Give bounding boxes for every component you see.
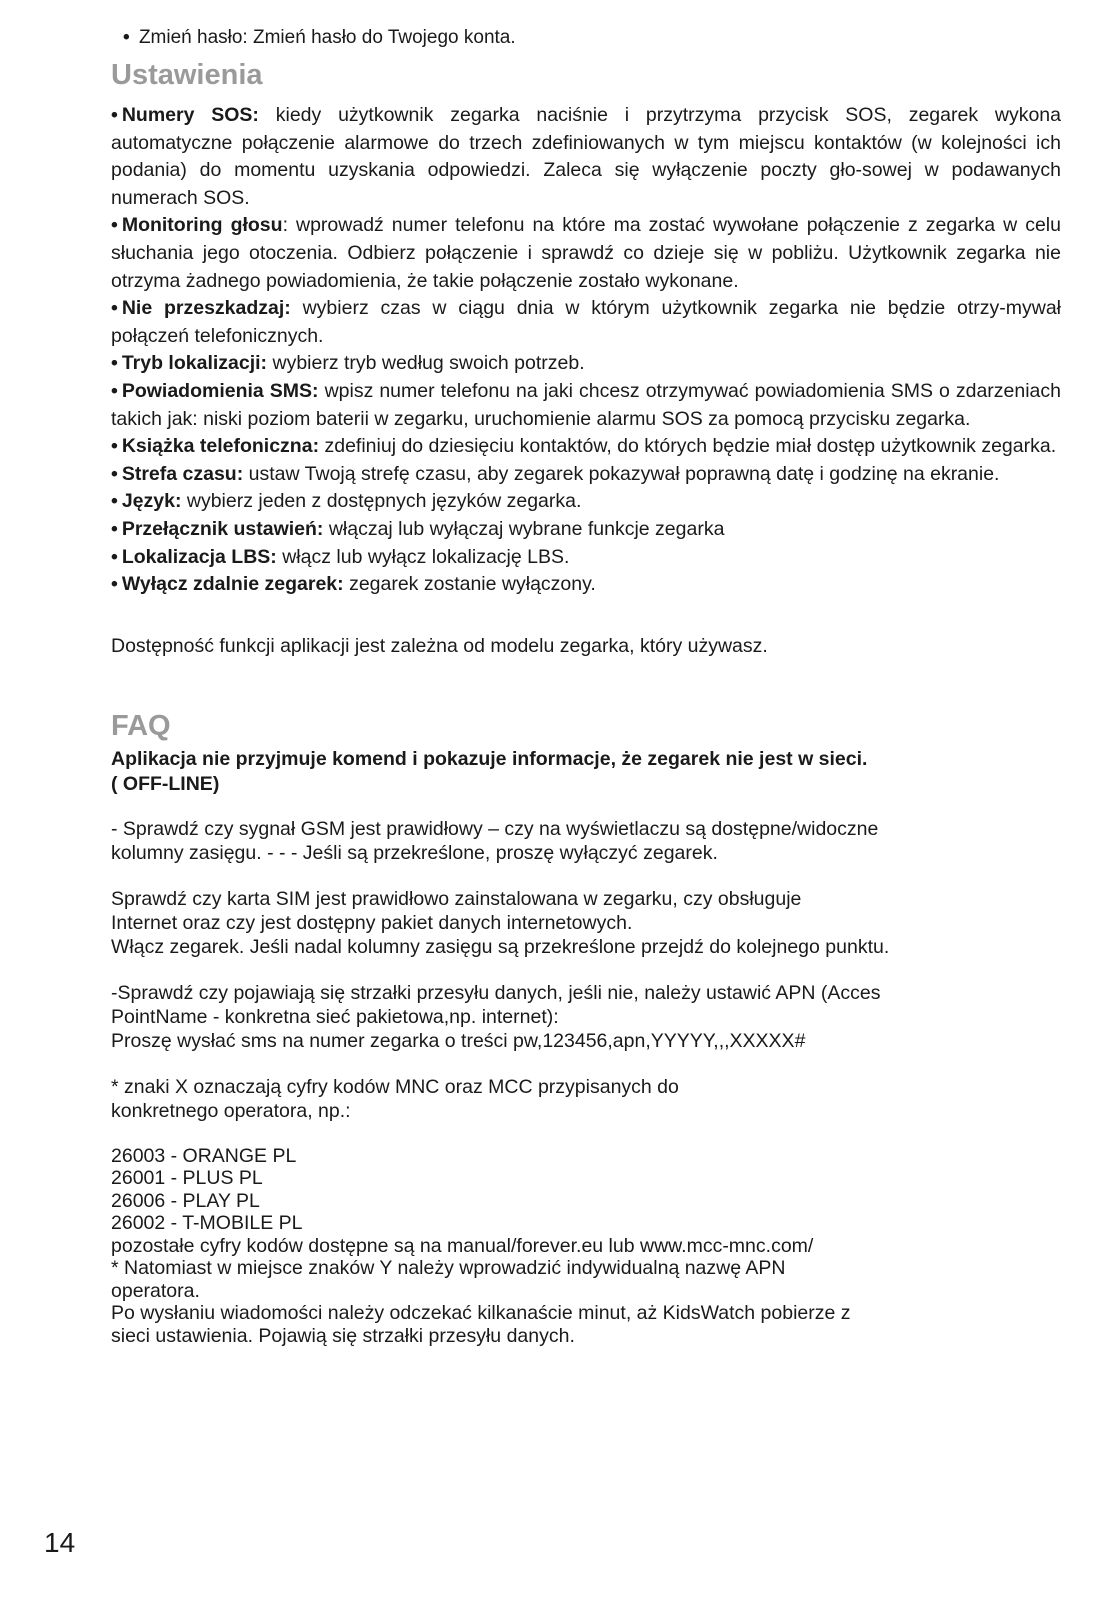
text-line: Internet oraz czy jest dostępny pakiet danych internetowych. <box>111 911 633 934</box>
settings-item-text: zdefiniuj do dziesięciu kontaktów, do których będzie miał dostęp użytkownik zegarka. <box>324 435 1057 458</box>
settings-item-text: ustaw Twoją strefę czasu, aby zegarek pokazywał poprawną datę i godzinę na ekranie. <box>248 462 1000 485</box>
change-password-text: Zmień hasło do Twojego konta. <box>253 27 516 48</box>
text-line: operatora. <box>111 1279 200 1302</box>
text-line: * znaki X oznaczają cyfry kodów MNC oraz MCC przypisanych do <box>111 1075 679 1098</box>
bullet-marker: • <box>111 462 118 485</box>
faq-question <box>111 747 1061 797</box>
settings-item-text: zegarek zostanie wyłączony. <box>349 573 596 596</box>
operator-codes-list <box>111 1145 1061 1235</box>
settings-item-label: Nie przeszkadzaj: <box>121 297 291 320</box>
operator-code-item: 26001 - PLUS PL <box>111 1167 263 1190</box>
bullet-marker: • <box>111 214 118 237</box>
settings-item-label: Lokalizacja LBS: <box>121 545 277 568</box>
operator-code-item: 26002 - T-MOBILE PL <box>111 1212 303 1235</box>
bullet-marker: • <box>123 27 130 48</box>
settings-item-label: Przełącznik ustawień: <box>121 517 324 540</box>
faq-paragraph-mnc-mcc <box>111 1075 1061 1123</box>
settings-item-label: Powiadomienia SMS: <box>121 379 319 402</box>
text-line: Sprawdź czy karta SIM jest prawidłowo zainstalowana w zegarku, czy obsługuje <box>111 887 802 910</box>
text-line: Proszę wysłać sms na numer zegarka o treści pw,123456,apn,YYYYY,,,XXXXX# <box>111 1029 806 1052</box>
settings-item-label: Język: <box>121 490 182 513</box>
settings-item-text: wybierz jeden z dostępnych języków zegarka. <box>186 490 582 513</box>
settings-item-text: włącz lub wyłącz lokalizację LBS. <box>282 545 570 568</box>
settings-item-time-zone <box>111 461 1061 489</box>
faq-closing-text <box>111 1235 1061 1348</box>
change-password-item <box>123 26 1061 50</box>
settings-item-label: Monitoring głosu <box>121 214 283 237</box>
settings-item-voice-monitoring <box>111 212 1061 295</box>
faq-question-line: ( OFF-LINE) <box>111 772 220 795</box>
faq-heading: FAQ <box>111 709 171 742</box>
settings-item-label: Wyłącz zdalnie zegarek: <box>121 573 344 596</box>
settings-heading: Ustawienia <box>111 59 263 91</box>
text-line: - Sprawdź czy sygnał GSM jest prawidłowy – czy na wyświetlaczu są dostępne/widoczne <box>111 817 879 840</box>
settings-list <box>111 102 1061 599</box>
text-line: kolumny zasięgu. - - - Jeśli są przekreślone, proszę wyłączyć zegarek. <box>111 841 718 864</box>
text-line: konkretnego operatora, np.: <box>111 1099 351 1122</box>
bullet-marker: • <box>111 104 118 126</box>
settings-item-label: Strefa czasu: <box>121 462 244 485</box>
text-line: * Natomiast w miejsce znaków Y należy wprowadzić indywidualną nazwę APN <box>111 1257 786 1280</box>
settings-item-label: Książka telefoniczna: <box>121 435 320 458</box>
settings-item-location-mode <box>111 350 1061 378</box>
availability-note: Dostępność funkcji aplikacji jest zależna od modelu zegarka, który używasz. <box>111 634 768 657</box>
faq-question-line: Aplikacja nie przyjmuje komend i pokazuje informacje, że zegarek nie jest w sieci. <box>111 747 868 770</box>
settings-item-do-not-disturb <box>111 295 1061 350</box>
change-password-label: Zmień hasło: <box>138 27 248 48</box>
settings-item-text: wybierz tryb według swoich potrzeb. <box>272 352 585 375</box>
bullet-marker: • <box>111 297 118 320</box>
text-line: Włącz zegarek. Jeśli nadal kolumny zasięgu są przekreślone przejdź do kolejnego punktu. <box>111 935 890 958</box>
faq-paragraph-apn <box>111 981 1061 1053</box>
settings-item-text: kiedy użytkownik zegarka naciśnie i przytrzyma przycisk SOS, zegarek wykona automatyczne połączenie alarmowe do trzech zdefiniowanych w tym miejscu kontaktów (w kolejności ich podania) do momentu uzyskania odpowiedzi. Zaleca się wyłączenie poczty gło-sowej w podawanych numerach SOS. <box>111 104 1061 209</box>
operator-code-item: 26003 - ORANGE PL <box>111 1144 297 1167</box>
settings-item-sms-notifications <box>111 378 1061 433</box>
settings-item-sos-numbers <box>111 102 1061 212</box>
settings-item-lbs-location <box>111 544 1061 572</box>
settings-item-phonebook <box>111 433 1061 461</box>
text-line: pozostałe cyfry kodów dostępne są na manual/forever.eu lub www.mcc-mnc.com/ <box>111 1234 814 1257</box>
bullet-marker: • <box>111 490 118 513</box>
settings-item-language <box>111 488 1061 516</box>
bullet-marker: • <box>111 435 118 458</box>
faq-paragraph-gsm <box>111 817 1061 865</box>
bullet-marker: • <box>111 379 118 402</box>
operator-code-item: 26006 - PLAY PL <box>111 1189 260 1212</box>
settings-item-text: włączaj lub wyłączaj wybrane funkcje zegarka <box>328 517 725 540</box>
faq-paragraph-sim <box>111 887 1061 959</box>
settings-item-text: wybierz czas w ciągu dnia w którym użytkownik zegarka nie będzie otrzy-mywał połączeń telefonicznych. <box>111 297 1062 347</box>
settings-item-label: Tryb lokalizacji: <box>121 352 268 375</box>
text-line: sieci ustawienia. Pojawią się strzałki przesyłu danych. <box>111 1324 575 1347</box>
text-line: -Sprawdź czy pojawiają się strzałki przesyłu danych, jeśli nie, należy ustawić APN (Acces <box>111 981 881 1004</box>
bullet-marker: • <box>111 352 118 375</box>
page-number: 14 <box>44 1527 76 1558</box>
document-page <box>111 26 1061 1347</box>
bullet-marker: • <box>111 517 118 540</box>
text-line: Po wysłaniu wiadomości należy odczekać kilkanaście minut, aż KidsWatch pobierze z <box>111 1302 851 1325</box>
settings-item-label: Numery SOS: <box>121 104 259 126</box>
bullet-marker: • <box>111 545 118 568</box>
settings-item-text: : wprowadź numer telefonu na które ma zostać wywołane połączenie z zegarka w celu słuchania jego otoczenia. Odbierz połączenie i sprawdź co dzieje się w pobliżu. Użytkownik zegarka nie otrzyma żadnego powiadomienia, że takie połączenie zostało wykonane. <box>111 214 1061 292</box>
settings-item-settings-switch <box>111 516 1061 544</box>
settings-item-remote-shutdown <box>111 571 1061 599</box>
settings-item-text: wpisz numer telefonu na jaki chcesz otrzymywać powiadomienia SMS o zdarzeniach takich jak: niski poziom baterii w zegarku, uruchomienie alarmu SOS za pomocą przycisku zegarka. <box>111 379 1061 430</box>
bullet-marker: • <box>111 573 118 596</box>
text-line: PointName - konkretna sieć pakietowa,np. internet): <box>111 1005 559 1028</box>
